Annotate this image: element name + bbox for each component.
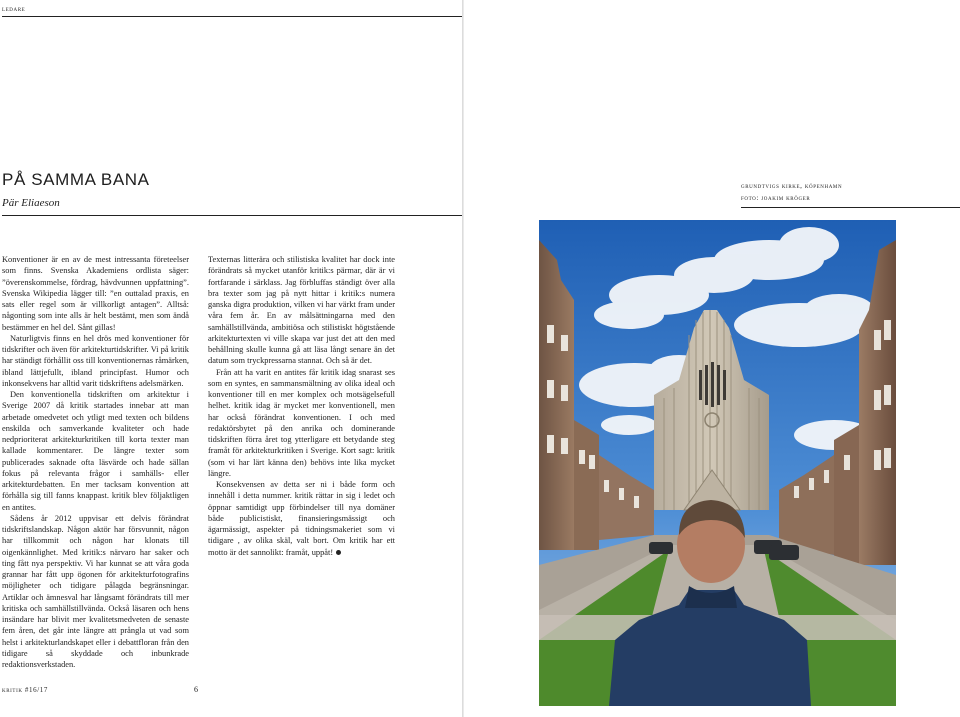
paragraph: Sådens år 2012 uppvisar ett delvis förändrat tidskriftslandskap. Någon aktör har försvunnit, någon har tillkommit och någon har klonats till oigenkännlighet. Med kritik:s närvaro har saker och ting fått nya perspektiv. Vi har kunnat se att våra goda grannar har fått upp ögonen för arkitekturfotografins möjligheter och tidigare pålagda begränsningar. Artiklar och ämnesval har långsamt förändrats till mer kritiska och samhällstillvända. Också läsaren och hens insändare har blivit mer kvalitetsmedveten de senaste fem åren, det går inte längre att prångla ut vad som helst i arkitekturlandskapet eller i debattfloran från den tidigare så skyddade och inbunkrade redaktionsverkstaden. <box>2 513 189 669</box>
caption-location: grundtvigs kirke, köpenhamn <box>741 182 843 190</box>
paragraph: Från att ha varit en antites får kritik idag snarast ses som en syntes, en sammansmältning av olika ideal och konventioner till en mer komplex och motsägelsefull helhet. kritik idag är mycket mer konventionell, men har också förändrat konventionen. I och med redaktörsbytet på den anrika och dominerande tidskriften förra året tog ytterligare ett betydande steg framåt för arkitekturkritiken i Sverige. Kort sagt: kritik (som vi har lärt känna den) behövs inte lika mycket längre. <box>208 367 395 478</box>
paragraph: Konventioner är en av de mest intressanta företeelser som finns. Svenska Akademiens ordlista säger: ”överenskommelse, fördrag, hävdvunnen uppfattning”. Svenska Wikipedia lägger till: ”en outtalad praxis, en sats eller regel som är villkorligt antagen”. Alltså: någonting som inte alls är helt bestämt, men som ändå bestämmer en hel del. Sånt gillas! <box>2 255 189 332</box>
caption-credit: foto: joakim kröger <box>741 194 811 202</box>
paragraph: Texternas litterära och stilistiska kvalitet har dock inte förändrats så mycket utanför kritik:s pärmar, där är vi fortfarande i särklass. Jag förbluffas ständigt över alla bra texter som jag på nytt hittar i kritik:s numera ganska digra produktion, vilken vi har värkt fram under våra fem år. En av målsättningarna med den samhällstillvända, ambitiösa och stilistiskt högtstående arkitekturtexten vi ville skapa var just det att den med behållning skulle kunna gå att läsa långt senare än det datum som tryckpressarna stannat. Och så är det. <box>208 255 395 366</box>
top-rule <box>2 16 463 17</box>
paragraph <box>208 479 395 558</box>
title-rule <box>2 215 463 216</box>
section-label: ledare <box>2 5 26 13</box>
article-title: PÅ SAMMA BANA <box>2 170 150 189</box>
left-page <box>0 0 463 717</box>
end-mark-icon <box>336 550 341 555</box>
issue-label: kritik #16/17 <box>2 686 48 694</box>
church-photo <box>539 220 896 706</box>
text-column-2 <box>208 254 395 558</box>
text-column-1 <box>2 254 189 670</box>
right-page <box>464 0 960 717</box>
paragraph: Naturligtvis finns en hel drös med konventioner för tidskrifter och även för arkitekturtidskrifter. Vi på kritik har ständigt förhållit oss till konventionernas råmärken, ibland lättjefullt, ibland principfast. Humor och inkonsekvens har alltid varit tidskriftens adelsmärken. <box>2 333 189 388</box>
article-author: Pär Eliaeson <box>2 197 60 209</box>
paragraph: Den konventionella tidskriften om arkitektur i Sverige 2007 då kritik startades innebar att man arbetade omedvetet och ytligt med texten och bildens enskilda och samverkande kvaliteter och hade nedprioriterat arkitekturkritiken till korta texter man kallade kommentarer. De längre texter som publicerades saknade ofta läsvärde och hade sällan fokus på relevanta frågor i samhälls- eller arkitekturdebatten. En mer tacksam konvention att förhålla sig till fanns knappast. kritik blev följaktligen en antites. <box>2 390 189 512</box>
photo-caption <box>741 180 842 204</box>
paragraph-text: Konsekvensen av detta ser ni i både form och innehåll i detta nummer. kritik rättar in sig i ledet och öppnar samtidigt upp förbindelser till nya domäner både publicistiskt, finansieringsmässigt och ägarmässigt, aspekter på tidningsmakeriet som vi tidigare , av olika skäl, valt bort. Om kritik har ett motto är det sannolikt: framåt, uppåt! <box>208 480 395 557</box>
page-number: 6 <box>194 685 198 694</box>
caption-rule <box>741 207 960 208</box>
